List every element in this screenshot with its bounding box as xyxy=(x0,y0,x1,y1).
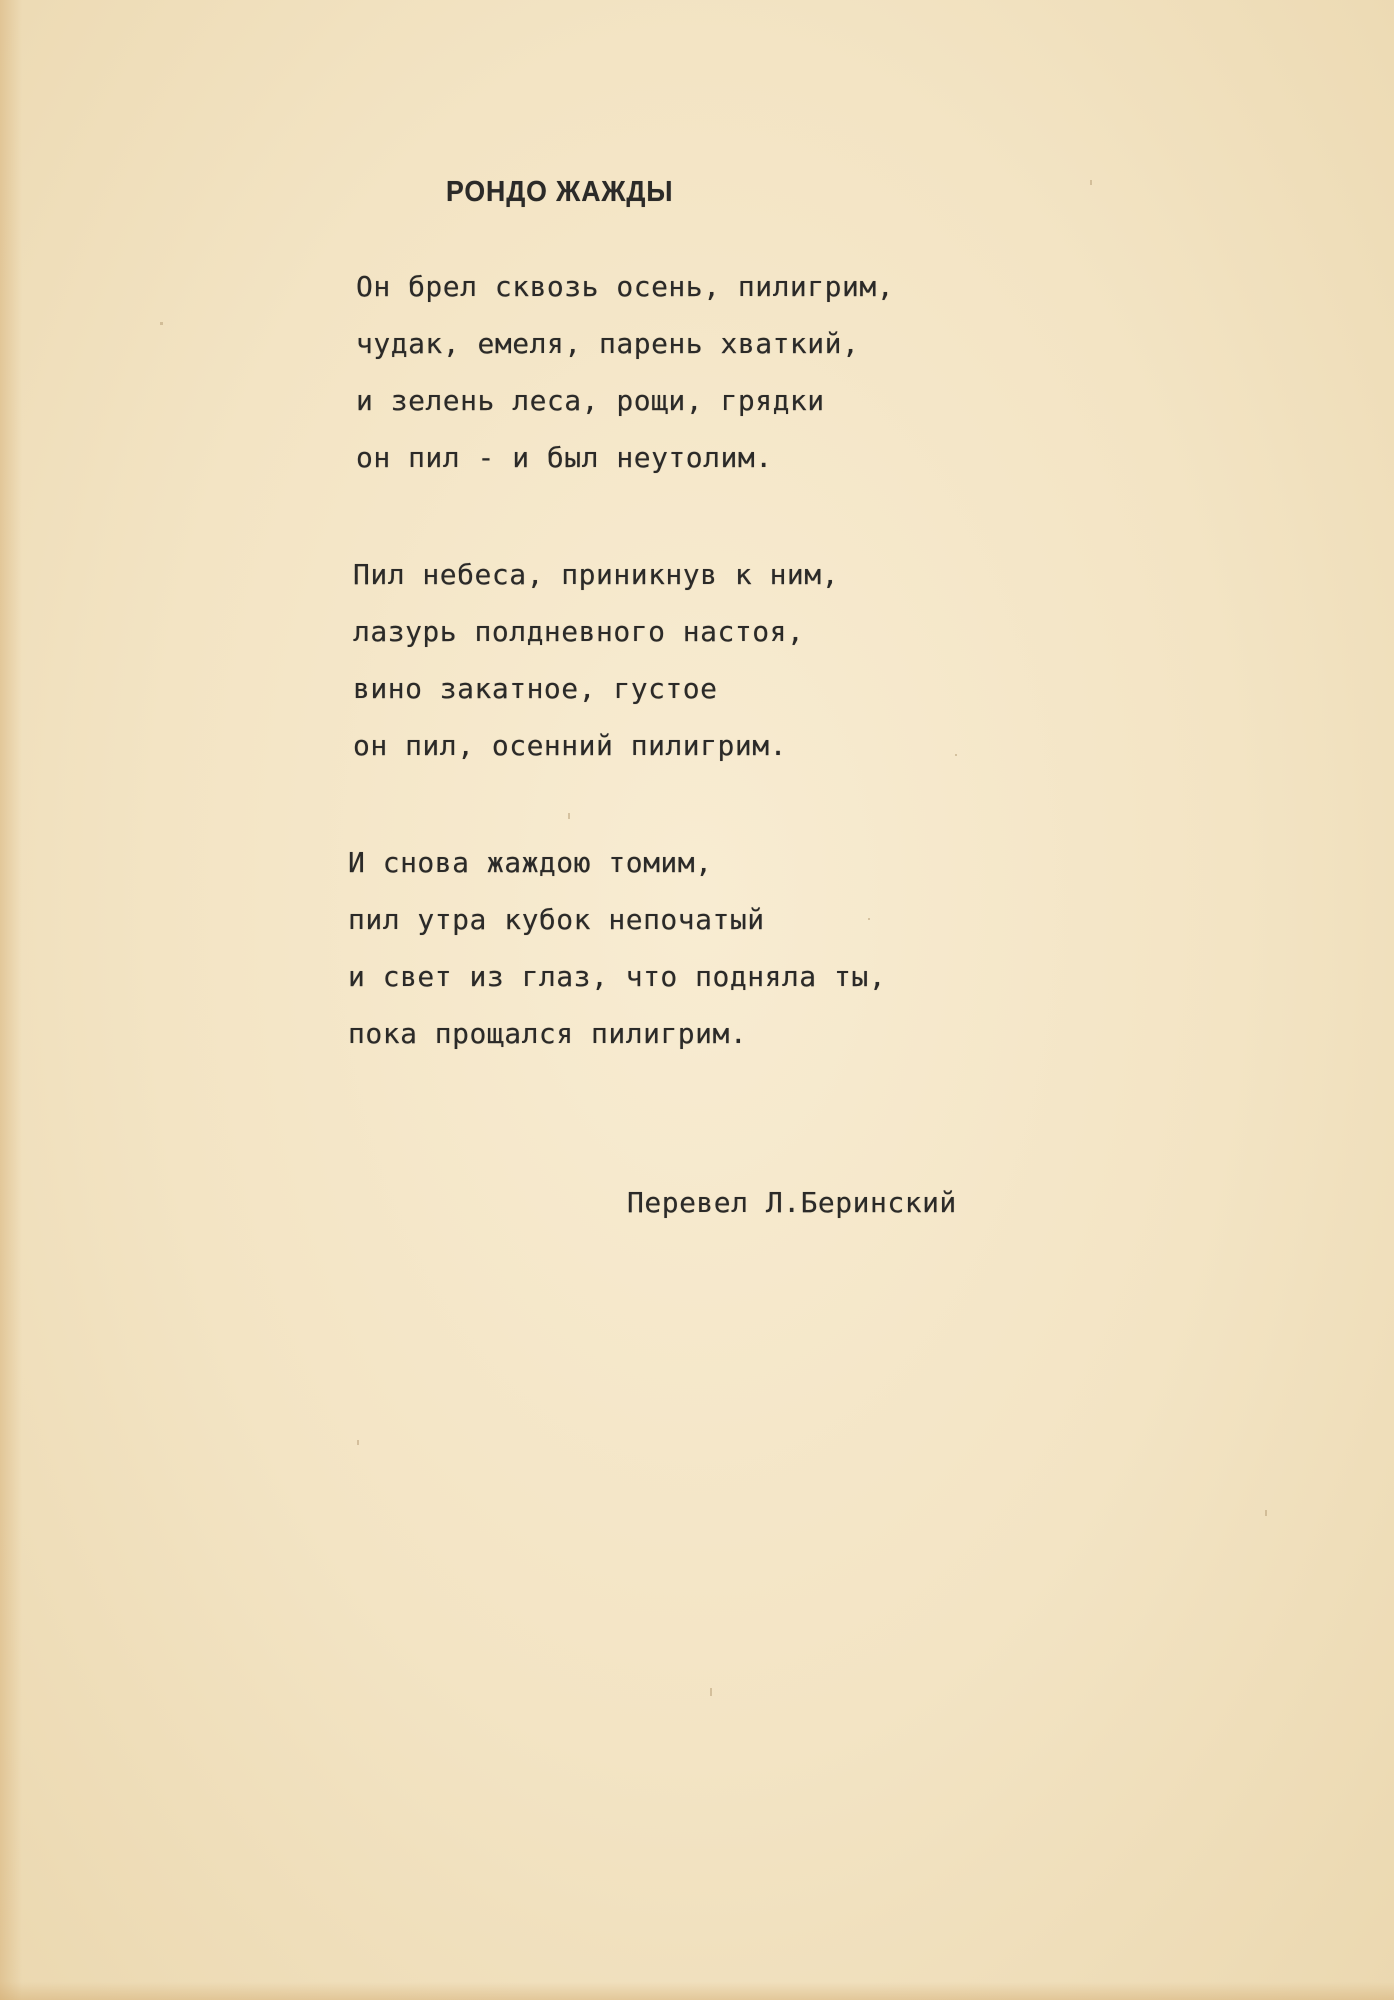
stanza-2 xyxy=(353,546,839,774)
stanza-3-line-2: пил утра кубок непочатый xyxy=(348,903,765,936)
paper-speck xyxy=(955,754,957,756)
paper-speck xyxy=(357,1440,359,1445)
paper-speck xyxy=(568,813,570,819)
stanza-1 xyxy=(356,258,894,486)
stanza-1-line-2: чудак, емеля, парень хваткий, xyxy=(356,327,860,360)
paper-speck xyxy=(1265,1510,1267,1516)
stanza-1-line-4: он пил - и был неутолим. xyxy=(356,441,773,474)
paper-speck xyxy=(160,322,163,325)
stanza-3-line-3: и свет из глаз, что подняла ты, xyxy=(348,960,887,993)
paper-speck xyxy=(710,1688,712,1696)
stanza-3 xyxy=(348,834,886,1062)
stanza-1-line-1: Он брел сквозь осень, пилигрим, xyxy=(356,270,895,303)
translator-credit: Перевел Л.Беринский xyxy=(627,1186,957,1219)
poem-title: РОНДО ЖАЖДЫ xyxy=(446,176,674,208)
stanza-1-line-3: и зелень леса, рощи, грядки xyxy=(356,384,825,417)
stanza-2-line-2: лазурь полдневного настоя, xyxy=(353,615,805,648)
stanza-3-line-1: И снова жаждою томим, xyxy=(348,846,713,879)
stanza-2-line-3: вино закатное, густое xyxy=(353,672,718,705)
paper-speck xyxy=(1090,180,1092,185)
paper-speck xyxy=(868,918,870,920)
stanza-3-line-4: пока прощался пилигрим. xyxy=(348,1017,748,1050)
stanza-2-line-4: он пил, осенний пилигрим. xyxy=(353,729,787,762)
stanza-2-line-1: Пил небеса, приникнув к ним, xyxy=(353,558,840,591)
